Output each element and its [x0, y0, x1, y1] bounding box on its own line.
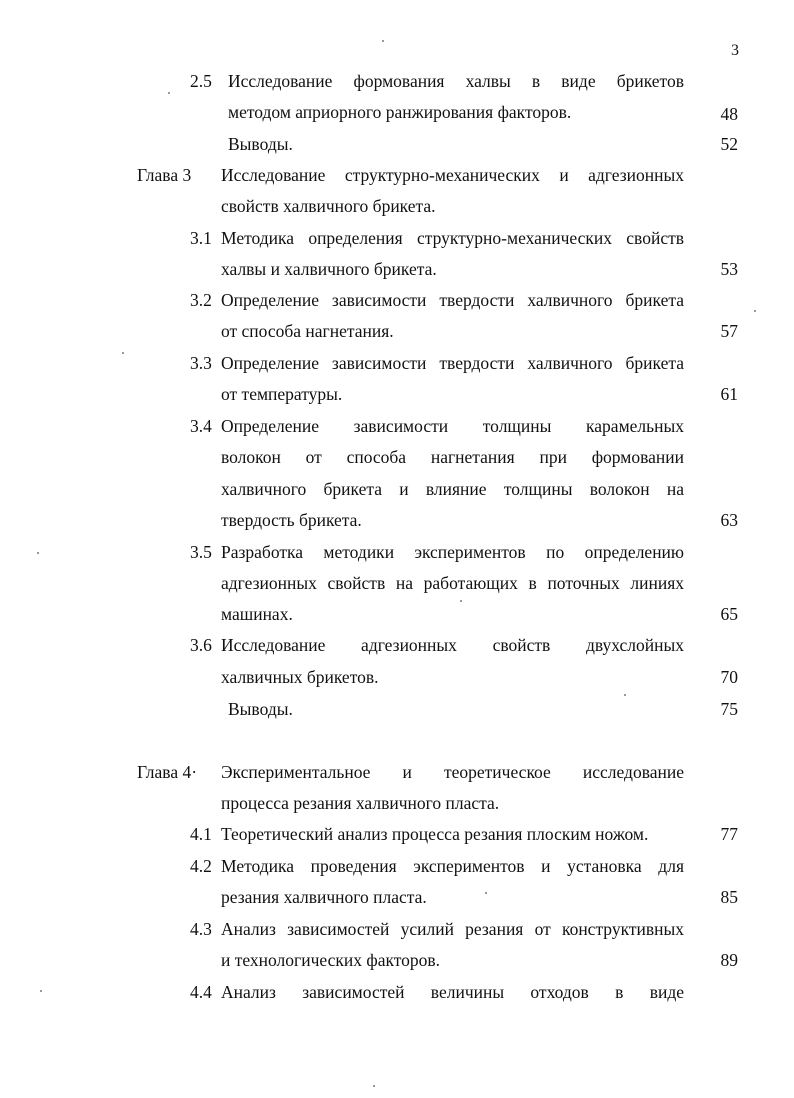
toc-entry-text: Анализ зависимостей величины отходов в виде: [221, 982, 684, 1002]
toc-entry-text: Определение зависимости толщины карамельных: [221, 416, 684, 436]
toc-entry-text: халвы и халвичного брикета.: [221, 259, 437, 279]
toc-num: 4.3: [190, 919, 212, 939]
scan-speck: [624, 694, 626, 696]
scan-speck: [37, 552, 39, 554]
chapter-title: свойств халвичного брикета.: [221, 196, 436, 216]
toc-conclusions: Выводы.: [228, 699, 293, 719]
toc-entry-text: Исследование адгезионных свойств двухслойных: [221, 635, 684, 655]
chapter-label: Глава 4·: [137, 762, 198, 782]
toc-entry-text: Анализ зависимостей усилий резания от конструктивных: [221, 919, 684, 939]
toc-page-ref: 48: [720, 104, 738, 124]
toc-page-ref: 65: [720, 604, 738, 624]
toc-page-ref: 77: [720, 824, 738, 844]
toc-page-ref: 53: [720, 259, 738, 279]
toc-page-ref: 52: [720, 134, 738, 154]
toc-num: 3.5: [190, 542, 212, 562]
toc-entry-text: Методика определения структурно-механических свойств: [221, 228, 684, 248]
toc-num: 2.5: [190, 71, 212, 91]
toc-num: 4.4: [190, 982, 212, 1002]
scan-speck: [460, 600, 462, 602]
toc-num: 3.1: [190, 228, 212, 248]
toc-page-ref: 85: [720, 887, 738, 907]
toc-entry-text: Исследование формования халвы в виде брикетов: [228, 71, 684, 91]
scan-speck: [168, 92, 170, 94]
toc-entry-text: Определение зависимости твердости халвичного брикета: [221, 353, 684, 373]
scan-speck: [485, 892, 487, 894]
chapter-label: Глава 3: [137, 165, 192, 185]
scan-speck: [40, 990, 42, 992]
toc-entry-text: резания халвичного пласта.: [221, 887, 427, 907]
chapter-title: процесса резания халвичного пласта.: [221, 793, 500, 813]
chapter-title: Исследование структурно-механических и адгезионных: [221, 165, 684, 185]
toc-entry-text: адгезионных свойств на работающих в поточных линиях: [221, 573, 684, 593]
toc-page-ref: 61: [720, 384, 738, 404]
toc-entry-text: Разработка методики экспериментов по определению: [221, 542, 684, 562]
chapter-title: Экспериментальное и теоретическое исследование: [221, 762, 684, 782]
toc-entry-text: машинах.: [221, 604, 293, 624]
toc-entry-text: Определение зависимости твердости халвичного брикета: [221, 290, 684, 310]
toc-conclusions: Выводы.: [228, 134, 293, 154]
toc-page-ref: 57: [720, 321, 738, 341]
toc-entry-text: халвичного брикета и влияние толщины волокон на: [221, 479, 684, 499]
toc-entry-text: от температуры.: [221, 384, 343, 404]
toc-page-ref: 89: [720, 950, 738, 970]
scan-speck: [122, 352, 124, 354]
toc-entry-text: твердость брикета.: [221, 510, 362, 530]
page-number: 3: [731, 42, 739, 59]
toc-entry-text: халвичных брикетов.: [221, 667, 379, 687]
toc-entry-text: и технологических факторов.: [221, 950, 441, 970]
scan-speck: [754, 310, 756, 312]
toc-num: 3.3: [190, 353, 212, 373]
toc-page-ref: 75: [720, 699, 738, 719]
toc-entry-text: методом априорного ранжирования факторов.: [228, 102, 572, 122]
toc-page-ref: 63: [720, 510, 738, 530]
toc-num: 4.1: [190, 824, 212, 844]
toc-num: 4.2: [190, 856, 212, 876]
toc-entry-text: Методика проведения экспериментов и установка для: [221, 856, 684, 876]
toc-entry-text: Теоретический анализ процесса резания плоским ножом.: [221, 824, 649, 844]
toc-entry-text: волокон от способа нагнетания при формовании: [221, 447, 684, 467]
toc-num: 3.4: [190, 416, 212, 436]
toc-entry-text: от способа нагнетания.: [221, 321, 394, 341]
scan-speck: [373, 1085, 375, 1087]
toc-num: 3.2: [190, 290, 212, 310]
scan-speck: [382, 40, 384, 42]
toc-num: 3.6: [190, 635, 212, 655]
toc-page-ref: 70: [720, 667, 738, 687]
